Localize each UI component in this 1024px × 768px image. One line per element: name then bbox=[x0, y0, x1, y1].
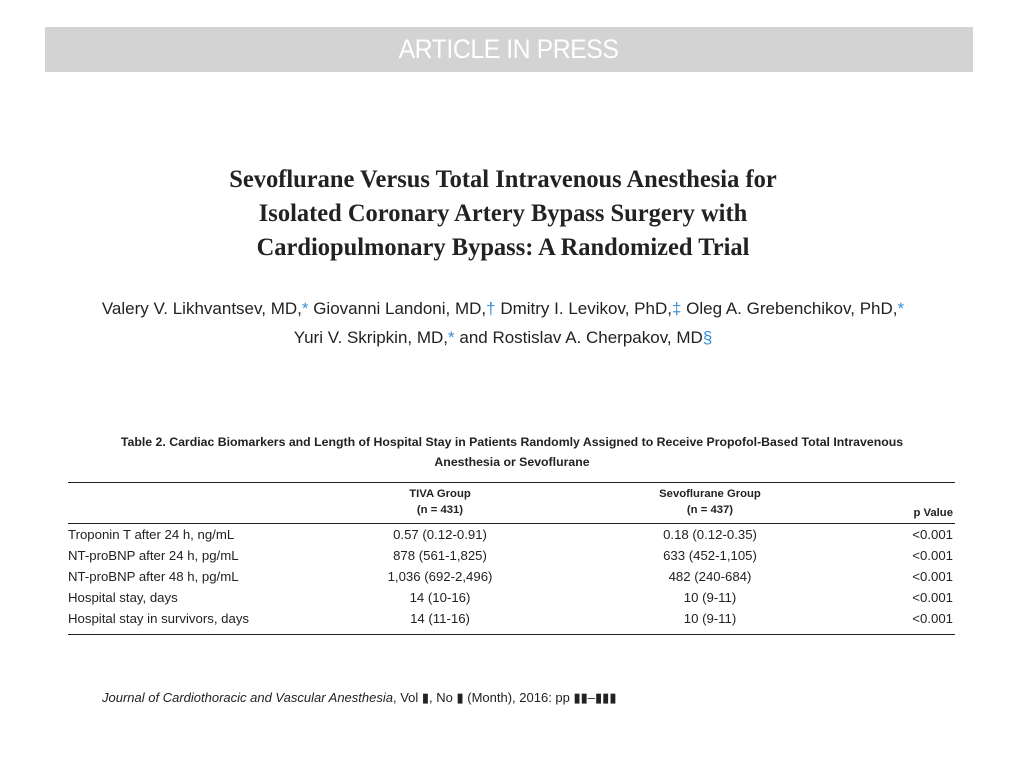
caption-line: Table 2. Cardiac Biomarkers and Length of Hospital Stay in Patients Randomly Assigned to Receive Propofol-Based Total Intravenous bbox=[120, 435, 904, 449]
title-line: Isolated Coronary Artery Bypass Surgery with bbox=[258, 198, 748, 227]
column-name: Sevoflurane Group bbox=[659, 488, 761, 500]
author-name: Valery V. Likhvantsev, MD, bbox=[101, 299, 302, 318]
title-line: Sevoflurane Versus Total Intravenous Anesthesia for bbox=[229, 164, 777, 193]
journal-citation bbox=[102, 690, 617, 706]
affiliation-link[interactable]: ‡ bbox=[671, 299, 682, 318]
row-label: Hospital stay in survivors, days bbox=[68, 611, 250, 626]
sevoflurane-column-header bbox=[640, 486, 780, 518]
author-name: and Rostislav A. Cherpakov, MD bbox=[454, 328, 703, 347]
sevo-value: 0.18 (0.12-0.35) bbox=[663, 527, 757, 542]
table-row bbox=[68, 545, 955, 566]
article-in-press-banner bbox=[45, 27, 973, 72]
tiva-value: 878 (561-1,825) bbox=[393, 548, 487, 563]
table-row bbox=[68, 524, 955, 545]
affiliation-link[interactable]: † bbox=[486, 299, 496, 318]
banner-text: ARTICLE IN PRESS bbox=[399, 34, 619, 64]
p-value: <0.001 bbox=[912, 527, 953, 542]
biomarker-table bbox=[68, 482, 955, 635]
tiva-value: 14 (10-16) bbox=[409, 590, 471, 605]
author-name: Giovanni Landoni, MD, bbox=[308, 299, 487, 318]
author-line-1 bbox=[0, 294, 1006, 323]
title-line: Cardiopulmonary Bypass: A Randomized Trial bbox=[256, 232, 750, 261]
tiva-column-header bbox=[385, 486, 495, 518]
affiliation-link[interactable]: * bbox=[301, 299, 309, 318]
article-title bbox=[0, 162, 1006, 264]
sevo-value: 10 (9-11) bbox=[683, 590, 737, 605]
column-n: (n = 437) bbox=[686, 504, 734, 516]
p-value: <0.001 bbox=[912, 548, 953, 563]
author-name: Oleg A. Grebenchikov, PhD, bbox=[681, 299, 898, 318]
sevo-value: 482 (240-684) bbox=[668, 569, 752, 584]
row-label: Hospital stay, days bbox=[68, 590, 178, 605]
tiva-value: 0.57 (0.12-0.91) bbox=[393, 527, 487, 542]
affiliation-link[interactable]: * bbox=[897, 299, 905, 318]
table-row bbox=[68, 566, 955, 587]
row-label: Troponin T after 24 h, ng/mL bbox=[68, 527, 235, 542]
author-name: Dmitry I. Levikov, PhD, bbox=[495, 299, 672, 318]
column-name: TIVA Group bbox=[409, 488, 471, 500]
author-list bbox=[0, 294, 1006, 352]
journal-name: Journal of Cardiothoracic and Vascular Anesthesia bbox=[102, 690, 393, 705]
table-caption bbox=[80, 432, 944, 472]
table-row bbox=[68, 608, 955, 629]
tiva-value: 1,036 (692-2,496) bbox=[387, 569, 493, 584]
row-label: NT-proBNP after 24 h, pg/mL bbox=[68, 548, 239, 563]
p-value-column-header: p Value bbox=[913, 507, 953, 519]
p-value: <0.001 bbox=[912, 569, 953, 584]
row-label: NT-proBNP after 48 h, pg/mL bbox=[68, 569, 239, 584]
journal-details: , Vol ▮, No ▮ (Month), 2016: pp ▮▮–▮▮▮ bbox=[392, 690, 617, 705]
p-value: <0.001 bbox=[912, 590, 953, 605]
table-header bbox=[68, 483, 955, 524]
table-row bbox=[68, 587, 955, 608]
sevo-value: 633 (452-1,105) bbox=[663, 548, 757, 563]
author-name: Yuri V. Skripkin, MD, bbox=[293, 328, 449, 347]
affiliation-link[interactable]: * bbox=[448, 328, 455, 347]
author-line-2 bbox=[0, 323, 1006, 352]
caption-line: Anesthesia or Sevoflurane bbox=[434, 455, 590, 469]
column-n: (n = 431) bbox=[416, 504, 464, 516]
tiva-value: 14 (11-16) bbox=[410, 611, 470, 626]
affiliation-link[interactable]: § bbox=[702, 328, 713, 347]
sevo-value: 10 (9-11) bbox=[683, 611, 737, 626]
p-value: <0.001 bbox=[912, 611, 953, 626]
